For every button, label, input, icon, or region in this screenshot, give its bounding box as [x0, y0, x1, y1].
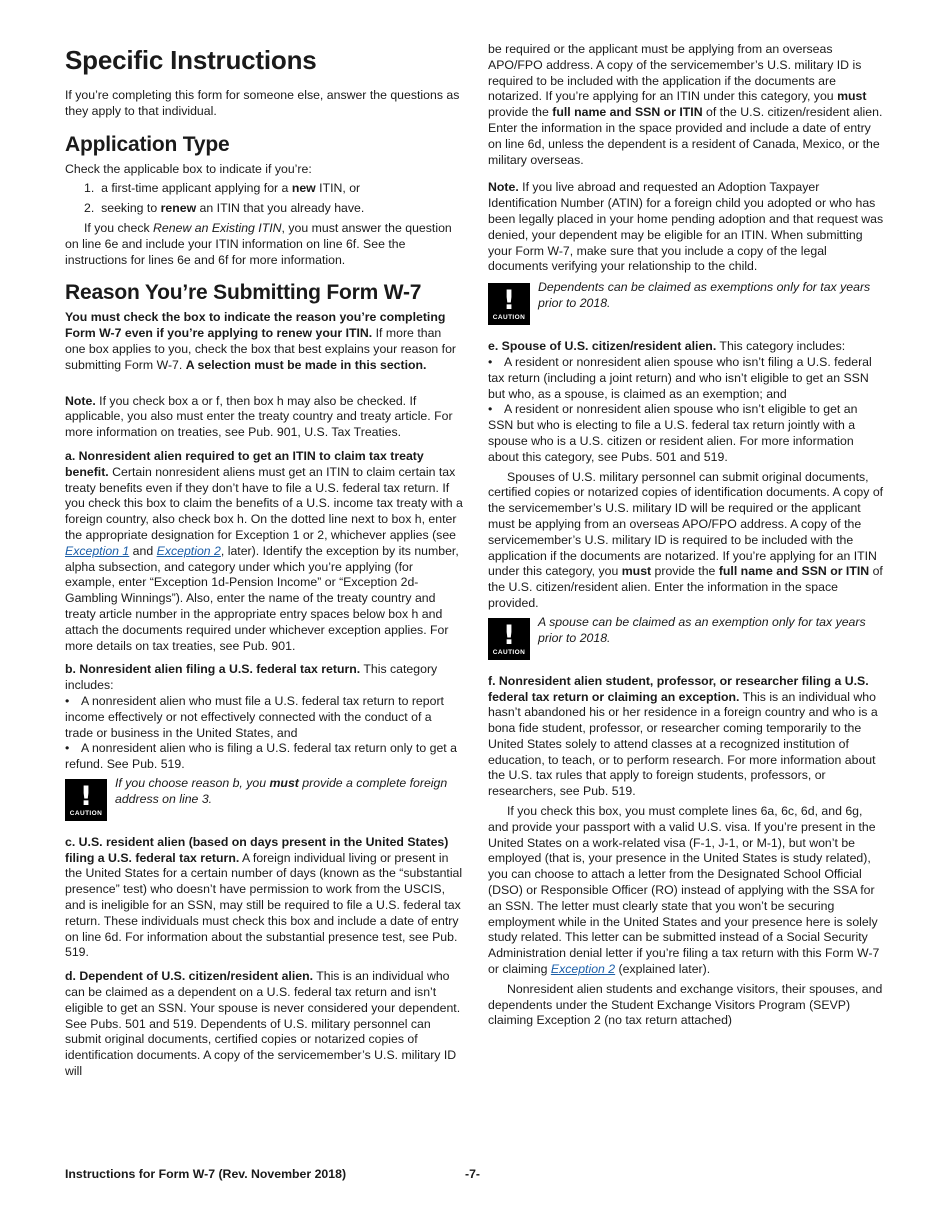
bold-text: full name and SSN or ITIN	[552, 105, 703, 120]
text: and	[129, 543, 157, 558]
text: provide the	[488, 105, 553, 120]
exception-1-link[interactable]: Exception 1	[65, 543, 130, 558]
exclamation-glyph: !	[502, 619, 516, 651]
text: , later). Identify the exception by its number, alpha subsection, and category under which you’re applying (for example, enter “Exception 1d-Pension Income” or “Exception 2d-Gambling Winnings”). Also, enter the name of the treaty country and treaty article number in the appropriate entry spaces below box h and attach the documents required under whichever exception applies. For more details on tax treaties, see Pub. 901.	[65, 543, 459, 653]
caution-box	[488, 280, 886, 325]
bold-text: You must check the box to indicate the reason you’re completing Form W-7 even if you’re applying to renew your ITIN.	[65, 310, 446, 341]
list-bold: renew	[160, 201, 197, 216]
exception-2-link[interactable]: Exception 2	[156, 543, 221, 558]
bullet-text: A resident or nonresident alien spouse who isn’t filing a U.S. federal tax return (including a joint return) and who isn’t eligible to get an SSN but who, as a spouse, is claimed as an exemption; and	[488, 354, 872, 401]
section-heading: f. Nonresident alien student, professor, or researcher filing a U.S. federal tax return or claiming an exception.	[488, 673, 869, 704]
section-b	[65, 662, 463, 694]
list-text: an ITIN that you already have.	[196, 201, 365, 216]
section-d-continued	[488, 42, 886, 168]
caution-text: Dependents can be claimed as exemptions only for tax years prior to 2018.	[538, 280, 871, 310]
list-item	[65, 181, 463, 197]
left-column	[65, 44, 463, 1084]
text: This is an individual who can be claimed as a dependent on a U.S. federal tax return and isn’t eligible to get an SSN. Your spouse is never considered your dependent. See Pubs. 501 and 519. Dependents of U.S. military personnel can submit original documents, certified copies or notarized copies of identification documents. A copy of the servicemember’s U.S. military ID will	[65, 969, 461, 1079]
italic-text: Renew an Existing ITIN	[153, 220, 282, 235]
bullet-icon: •	[65, 741, 70, 756]
right-column	[488, 42, 886, 1033]
bullet-text: A resident or nonresident alien spouse who isn’t eligible to get an SSN but who is electing to file a U.S. federal tax return jointly with a spouse who is a U.S. citizen or resident alien. For more information about this category, see Pubs. 501 and 519.	[488, 402, 858, 464]
note-paragraph	[488, 180, 886, 275]
note-label: Note.	[65, 393, 96, 408]
text: be required or the applicant must be applying from an overseas APO/FPO address. A copy of the servicemember’s U.S. military ID is required to be included with the application if the documents are notarized. If you’re applying for an ITIN under this category, you	[488, 42, 862, 104]
text: If you check	[84, 220, 154, 235]
text: This category includes:	[65, 662, 438, 693]
caution-box	[65, 775, 463, 821]
reason-heading: Reason You’re Submitting Form W-7	[65, 281, 422, 305]
caution-box	[488, 614, 886, 660]
page-footer	[65, 1167, 885, 1181]
exclamation-glyph: !	[502, 285, 516, 317]
page-number: -7-	[465, 1167, 481, 1181]
exclamation-glyph: !	[79, 780, 93, 812]
text: If you check box a or f, then box h may also be checked. If applicable, you also must enter the treaty country and treaty article. For more information on treaties, see Pub. 901, U.S. Tax Treaties.	[65, 393, 453, 440]
section-heading: b. Nonresident alien filing a U.S. federal tax return.	[65, 662, 361, 677]
caution-label: CAUTION	[492, 648, 526, 656]
application-type-heading: Application Type	[65, 132, 230, 156]
text: , you must answer the question on line 6e and include your ITIN information on line 6f. See the instructions for lines 6e and 6f for more information.	[65, 220, 452, 267]
text: If you check this box, you must complete lines 6a, 6c, 6d, and 6g, and provide your passport with a valid U.S. visa. If you’re present in the United States on a work-related visa (F-1, J-1, or M-1), but won’t be employed (that is, your presence in the United States is study related), you can choose to attach a letter from the Designated School Official (DSO) or Responsible Officer (RO) instead of applying with the SSA for an SSN. The letter must clearly state that you won’t be securing employment while in the United States and your presence here is solely study related. This letter can be submitted instead of a Social Security Administration denial letter if you’re filing a tax return with this Form W-7 or claiming	[488, 804, 880, 977]
list-text: seeking to	[101, 201, 161, 216]
renew-paragraph	[65, 221, 463, 268]
bold-text: must	[269, 775, 299, 790]
bold-text: A selection must be made in this section.	[185, 357, 427, 372]
bullet-icon: •	[65, 693, 70, 708]
section-heading: a. Nonresident alien required to get an ITIN to claim tax treaty benefit.	[65, 448, 424, 479]
text: If you choose reason b, you	[115, 775, 270, 790]
exception-2-link[interactable]: Exception 2	[550, 962, 616, 977]
bold-text: must	[621, 564, 652, 579]
footer-title: Instructions for Form W-7 (Rev. November 2018)	[65, 1167, 347, 1181]
bold-text: full name and SSN or ITIN	[718, 564, 870, 579]
text: provide a complete foreign address on line 3.	[115, 775, 448, 806]
caution-icon	[65, 779, 107, 821]
bullet-icon: •	[488, 402, 493, 417]
section-c	[65, 835, 463, 961]
note-paragraph	[65, 394, 463, 441]
section-e	[488, 339, 886, 355]
list-item	[488, 402, 886, 465]
list-number: 1.	[84, 181, 95, 196]
bullet-icon: •	[488, 354, 493, 369]
application-type-list	[65, 181, 463, 217]
caution-text	[115, 776, 463, 808]
section-heading: d. Dependent of U.S. citizen/resident alien.	[65, 969, 314, 984]
list-bold: new	[291, 181, 316, 196]
text: Spouses of U.S. military personnel can submit original documents, certified copies or notarized copies of identification documents. A copy of the servicemember’s U.S. military ID will be required or the applicant must be applying from an overseas APO/FPO address. A copy of the servicemember’s U.S. military ID is required to be included with the application if the documents are notarized. If you’re applying for an ITIN under this category, you	[488, 469, 884, 579]
section-heading: e. Spouse of U.S. citizen/resident alien.	[488, 339, 717, 354]
text: Certain nonresident aliens must get an ITIN to claim certain tax treaty benefits even if they don’t have to file a U.S. federal tax return. If you check this box to claim the benefits of a U.S. income tax treaty with a foreign country, also check box h. On the dotted line next to box h, enter the appropriate designation for Exception 1 or 2, whichever applies (see	[65, 464, 463, 542]
list-number: 2.	[84, 201, 95, 216]
section-d	[65, 969, 463, 1080]
section-f-paragraph-3: Nonresident alien students and exchange visitors, their spouses, and dependents under the Student Exchange Visitors Program (SEVP) claiming Exception 2 (no tax return attached)	[488, 981, 883, 1028]
section-heading: c. U.S. resident alien (based on days present in the United States) filing a U.S. federal tax return.	[65, 834, 449, 865]
section-f-paragraph-2	[488, 804, 886, 978]
caution-icon	[488, 283, 530, 325]
text: (explained later).	[615, 962, 711, 977]
page-title: Specific Instructions	[65, 45, 317, 75]
reason-paragraph	[65, 310, 463, 373]
intro-paragraph: If you’re completing this form for someone else, answer the questions as they apply to that individual.	[65, 88, 460, 118]
text: This is an individual who hasn’t abandoned his or her residence in a foreign country and who is a bona fide student, professor, or researcher coming temporarily to the United States solely to attend classes at a recognized institution of education, to teach, or to perform research. For more information about the U.S. tax rules that apply to foreign students, professors, or researchers, see Pub. 519.	[488, 689, 878, 799]
list-text: a first-time applicant applying for a	[101, 181, 292, 196]
bullet-text: A nonresident alien who is filing a U.S. federal tax return only to get a refund. See Pub. 519.	[65, 741, 457, 772]
list-item	[65, 201, 463, 217]
list-item	[65, 694, 463, 741]
text: If more than one box applies to you, check the box that best explains your reason for submitting Form W-7.	[65, 326, 457, 372]
spouse-military-paragraph	[488, 470, 886, 612]
caution-label: CAUTION	[69, 809, 103, 817]
caution-icon	[488, 618, 530, 660]
text: of the U.S. citizen/resident alien. Enter the information in the space provided.	[488, 564, 883, 610]
bold-text: must	[837, 89, 867, 104]
text: of the U.S. citizen/resident alien. Enter the information in the space provided and include a date of entry on line 6d, unless the dependent is a resident of Canada, Mexico, or the military overseas.	[488, 105, 883, 167]
text: This category includes:	[716, 339, 846, 354]
section-f	[488, 674, 886, 800]
text: provide the	[651, 564, 719, 579]
note-label: Note.	[488, 180, 519, 195]
bullet-text: A nonresident alien who must file a U.S. federal tax return to report income effectively or not effectively connected with the conduct of a trade or business in the United States, and	[65, 693, 444, 740]
caution-label: CAUTION	[492, 314, 526, 322]
caution-text: A spouse can be claimed as an exemption only for tax years prior to 2018.	[538, 614, 866, 645]
list-item	[65, 741, 463, 773]
list-item	[488, 355, 886, 402]
text: A foreign individual living or present in the United States for a certain number of days (known as the “substantial presence” test) who doesn’t have permission to work from the USCIS, and is ineligible for an SSN, may still be required to file a U.S. federal tax return. These individuals must check this box and include a date of entry on line 6d. For information about the substantial presence test, see Pub. 519.	[65, 850, 463, 960]
section-a	[65, 449, 463, 654]
text: If you live abroad and requested an Adoption Taxpayer Identification Number (ATIN) for a foreign child you adopted or who has been legally placed in your home pending adoption and that request was denied, your dependent may be eligible for an ITIN. When submitting your Form W-7, make sure that you include a copy of the legal documents verifying your relationship to the child.	[488, 180, 884, 274]
list-text: ITIN, or	[315, 181, 361, 196]
application-type-text: Check the applicable box to indicate if you’re:	[65, 161, 312, 176]
